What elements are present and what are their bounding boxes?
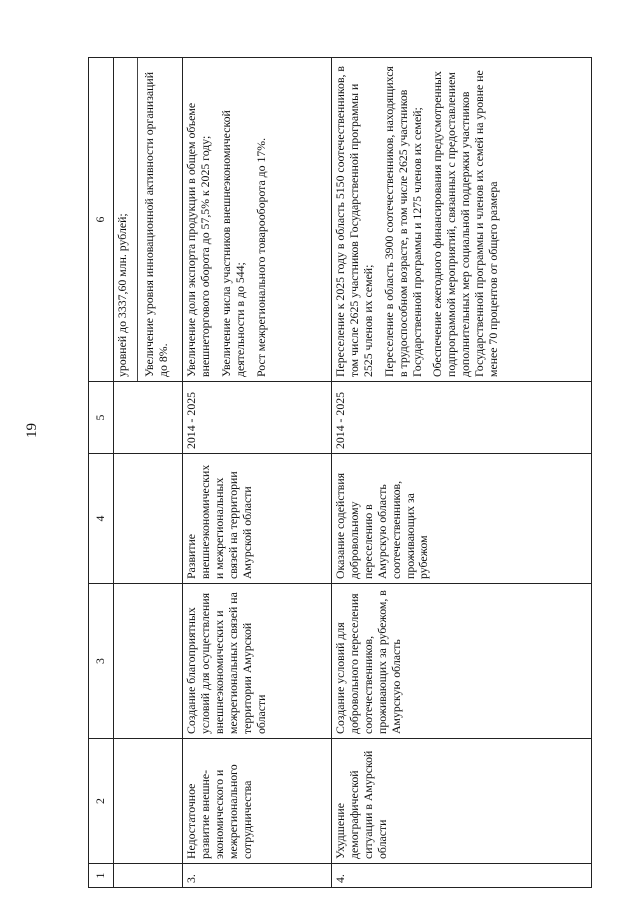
- goal-cell: [114, 584, 183, 739]
- task-cell: Оказание содействия добровольному переселению в Амурскую область соотечественников, проживающих за рубежом: [332, 454, 592, 584]
- period-cell: [114, 382, 183, 454]
- problem-cell: Недостаточное развитие внешне-экономического и межрегионального сотрудничества: [183, 739, 332, 864]
- result-item: Переселение в область 3900 соотечественников, находящихся в трудоспособном возрасте, в том числе 2625 участников Государственной программы и 1275 членов их семей;: [381, 66, 424, 377]
- result-item: Обеспечение ежегодного финансирования предусмотренных подпрограммой мероприятий, связанных с предоставлением дополнительных мер социальной поддержки участников Государственной программы и членов их семей на уровне не менее 70 процентов от общего размера: [430, 70, 501, 377]
- table-row-continuation: [114, 58, 183, 888]
- row-number: [114, 864, 183, 888]
- period-cell: 2014 - 2025: [332, 382, 592, 454]
- result-item: Увеличение числа участников внешнеэкономической деятельности в до 544;: [218, 110, 247, 377]
- row-number: 3.: [183, 864, 332, 888]
- result-item: Увеличение уровня инновационной активности организаций до 8%.: [141, 71, 170, 377]
- page-number: 19: [24, 423, 40, 438]
- header-cell-4: 4: [89, 454, 114, 584]
- task-cell: Развитие внешнеэкономических и межрегиональных связей на территории Амурской области: [183, 454, 332, 584]
- result-item: Переселение к 2025 году в область 5150 соотечественников, в том числе 2625 участников Государственной программы и 2525 членов их семей;: [333, 66, 375, 377]
- header-cell-5: 5: [89, 382, 114, 454]
- program-table: [88, 57, 592, 888]
- results-cell: [332, 58, 592, 382]
- task-cell: [114, 454, 183, 584]
- header-cell-6: 6: [89, 58, 114, 382]
- row-number: 4.: [332, 864, 592, 888]
- header-cell-2: 2: [89, 739, 114, 864]
- result-item: Рост межрегионального товарооборота до 17%.: [253, 137, 268, 377]
- goal-cell: Создание благоприятных условий для осуществления внешнеэкономических и межрегиональных связей на территории Амурской области: [183, 584, 332, 739]
- result-item: Увеличение доли экспорта продукции в общем объеме внешнеторгового оборота до 57,5% к 2025 году;: [184, 102, 212, 377]
- header-cell-3: 3: [89, 584, 114, 739]
- table-row-4: [332, 58, 592, 888]
- results-cell: [183, 58, 332, 382]
- cell-divider: [137, 58, 138, 381]
- table-row-3: [183, 58, 332, 888]
- goal-cell: Создание условий для добровольного переселения соотечественников, проживающих за рубежом, в Амурскую область: [332, 584, 592, 739]
- result-item: уровней до 3337,60 млн. рублей;: [115, 213, 129, 377]
- period-cell: 2014 - 2025: [183, 382, 332, 454]
- header-row: [89, 58, 114, 888]
- problem-cell: Ухудшение демографической ситуации в Амурской области: [332, 739, 592, 864]
- results-cell: [114, 58, 183, 382]
- problem-cell: [114, 739, 183, 864]
- header-cell-1: 1: [89, 864, 114, 888]
- program-table-rotated: [88, 58, 592, 888]
